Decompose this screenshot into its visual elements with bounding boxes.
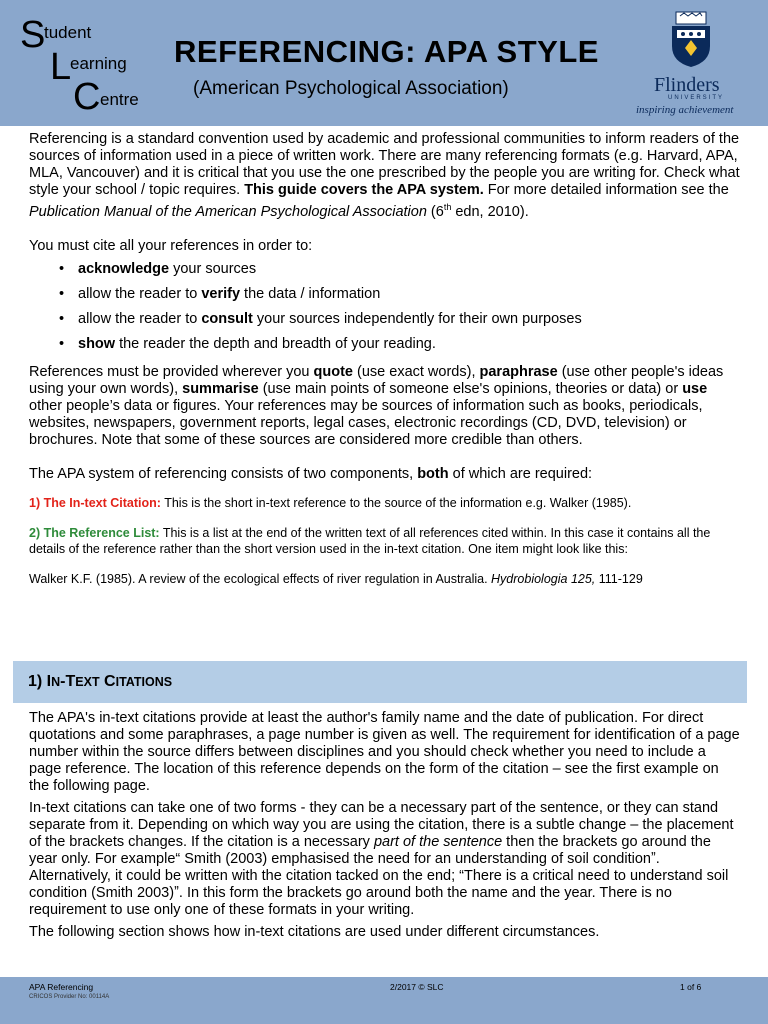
page-subtitle: (American Psychological Association) xyxy=(193,78,509,99)
section-title: 1) IN-TEXT CITATIONS xyxy=(28,673,173,690)
slc-letter-l: L xyxy=(50,46,72,88)
intro-content xyxy=(29,131,741,587)
in-text-content xyxy=(29,710,741,941)
slc-word-centre: entre xyxy=(100,90,139,109)
footer-date: 2/2017 © SLC xyxy=(390,982,444,992)
list-item: • acknowledge your sources xyxy=(29,261,741,278)
in-text-paragraph-2: In-text citations can take one of two forms - they can be a necessary part of the sentence, or they can stand separate from it. Depending on which way you are using the citation, there is a subtle change – the placement of the brackets changes. If the citation is a necessary part of the sentence then the brackets go around the year only. For example“ Smith (2003) emphasised the need for an understanding of soil conditionˮ. Alternatively, it could be written with the citation tacked on the end; “There is a critical need to understand soil condition (Smith 2003)ˮ. In this form the brackets go around both the name and the year. There is no requirement to use only one of these formats in your writing. xyxy=(29,800,734,918)
slc-letter-s: S xyxy=(20,14,46,56)
components-intro: The APA system of referencing consists of two components, both of which are required: xyxy=(29,465,593,482)
component-reference-list: 2) The Reference List: This is a list at the end of the written text of all references cited within. In this case it contains all the details of the reference rather than the short version used in the in-text citation. One item might look like this: xyxy=(29,525,711,556)
intro-paragraph: Referencing is a standard convention used by academic and professional communities to inform readers of the sources of information used in a piece of written work. There are many referencing formats (e.g. Harvard, APA, MLA, Vancouver) and it is critical that you use the one prescribed by the people you are writing for. Check what style your school / topic requires. This guide covers the APA system. For more detailed information see the Publication Manual of the American Psychological Association (6th edn, 2010). xyxy=(29,131,740,220)
page-footer xyxy=(0,977,768,1024)
in-text-paragraph-1: The APA's in-text citations provide at least the author's family name and the date of publication. For direct quotations and some paraphrases, a page number is given as well. The requirement for identification of a page number within the source differs between disciplines and you should check whether you need to include a page reference. The location of this reference depends on the form of the citation – see the first example on the following page. xyxy=(29,710,740,794)
footer-cricos: CRICOS Provider No: 00114A xyxy=(29,994,110,1000)
reference-example: Walker K.F. (1985). A review of the ecological effects of river regulation in Australia. Hydrobiologia 125, 111-129 xyxy=(29,571,643,586)
list-item: • allow the reader to verify the data / information xyxy=(29,286,741,303)
footer-page-number: 1 of 6 xyxy=(680,982,702,992)
sources-paragraph: References must be provided wherever you quote (use exact words), paraphrase (use other people's ideas using your own words), summarise (use main points of someone else's opinions, theories or data) or use other people’s data or figures. Your references may be sources of information such as books, periodicals, websites, newspapers, government reports, legal cases, electronic recordings (CD, DVD, television) or brochures. Note that some of these sources are considered more credible than others. xyxy=(29,363,724,448)
page-title: REFERENCING: APA STYLE xyxy=(174,34,599,69)
list-item: • allow the reader to consult your sources independently for their own purposes xyxy=(29,311,741,328)
list-item: • show the reader the depth and breadth of your reading. xyxy=(29,336,741,353)
logo-name: Flinders xyxy=(654,74,720,96)
in-text-paragraph-3: The following section shows how in-text citations are used under different circumstances. xyxy=(29,924,600,940)
slc-word-learning: earning xyxy=(70,54,127,73)
slc-letter-c: C xyxy=(73,76,101,118)
component-in-text: 1) The In-text Citation: This is the short in-text reference to the source of the information e.g. Walker (1985). xyxy=(29,495,632,510)
slc-word-student: tudent xyxy=(44,23,92,42)
page-header xyxy=(0,0,768,126)
cite-intro: You must cite all your references in order to: xyxy=(29,237,313,254)
logo-tagline: inspiring achievement xyxy=(636,104,734,116)
flinders-crest-icon xyxy=(668,10,714,68)
logo-university: UNIVERSITY xyxy=(668,95,725,101)
footer-title: APA Referencing xyxy=(29,982,94,992)
section-heading-bar xyxy=(13,661,747,703)
reasons-list xyxy=(29,261,741,353)
